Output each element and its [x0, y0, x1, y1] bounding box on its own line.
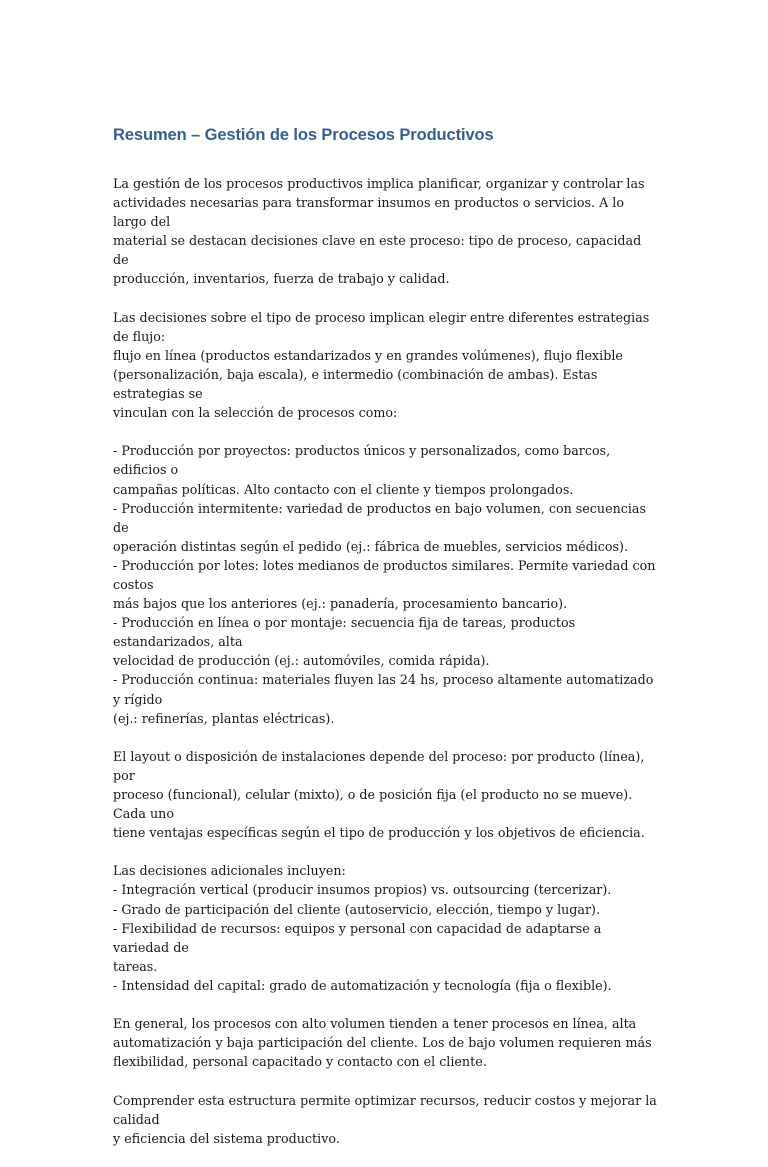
- text-line: material se destacan decisiones clave en este proceso: tipo de proceso, capacidad de: [113, 233, 642, 268]
- text-line: En general, los procesos con alto volumen tienden a tener procesos en línea, alta: [113, 1016, 637, 1032]
- list-item: - Producción intermitente: variedad de productos en bajo volumen, con secuencias de: [113, 500, 646, 535]
- text-line: flexibilidad, personal capacitado y contacto con el cliente.: [113, 1054, 487, 1070]
- paragraph-conclusion: [113, 1091, 658, 1148]
- list-item: más bajos que los anteriores (ej.: panadería, procesamiento bancario).: [113, 596, 568, 612]
- list-item: velocidad de producción (ej.: automóviles, comida rápida).: [113, 653, 490, 669]
- list-item: - Producción por lotes: lotes medianos de productos similares. Permite variedad con costos: [113, 557, 656, 592]
- paragraph-process-types: [113, 308, 658, 423]
- text-line: Las decisiones sobre el tipo de proceso implican elegir entre diferentes estrategias de flujo:: [113, 309, 650, 344]
- text-line: automatización y baja participación del cliente. Los de bajo volumen requieren más: [113, 1035, 652, 1051]
- text-line: producción, inventarios, fuerza de trabajo y calidad.: [113, 271, 450, 287]
- text-line: (personalización, baja escala), e intermedio (combinación de ambas). Estas estrategias se: [113, 366, 598, 402]
- list-item: - Flexibilidad de recursos: equipos y personal con capacidad de adaptarse a variedad de: [113, 920, 602, 955]
- list-item: campañas políticas. Alto contacto con el cliente y tiempos prolongados.: [113, 481, 574, 497]
- document-title: Resumen – Gestión de los Procesos Productivos: [113, 126, 494, 144]
- text-line: tiene ventajas específicas según el tipo de producción y los objetivos de eficiencia.: [113, 825, 645, 841]
- list-item: - Producción por proyectos: productos únicos y personalizados, como barcos, edificios o: [113, 443, 611, 478]
- list-item: - Integración vertical (producir insumos propios) vs. outsourcing (tercerizar).: [113, 882, 612, 898]
- document-page: [113, 122, 658, 1167]
- paragraph-production-list: [113, 441, 658, 727]
- list-item: tareas.: [113, 958, 158, 974]
- paragraph-layout: [113, 747, 658, 842]
- paragraph-general: [113, 1014, 658, 1071]
- text-line: La gestión de los procesos productivos implica planificar, organizar y controlar las: [113, 176, 645, 191]
- text-line: Las decisiones adicionales incluyen:: [113, 863, 346, 879]
- text-line: Comprender esta estructura permite optimizar recursos, reducir costos y mejorar la calidad: [113, 1092, 657, 1127]
- list-item: - Producción en línea o por montaje: secuencia fija de tareas, productos estandarizados, alta: [113, 615, 576, 650]
- text-line: y eficiencia del sistema productivo.: [113, 1130, 340, 1146]
- list-item: - Producción continua: materiales fluyen las 24 hs, proceso altamente automatizado y rígido: [113, 672, 654, 707]
- paragraph-additional-decisions: [113, 861, 658, 995]
- text-line: El layout o disposición de instalaciones depende del proceso: por producto (línea), por: [113, 748, 645, 783]
- text-line: flujo en línea (productos estandarizados y en grandes volúmenes), flujo flexible: [113, 347, 623, 363]
- text-line: actividades necesarias para transformar insumos en productos o servicios. A lo largo del: [113, 195, 624, 230]
- list-item: - Grado de participación del cliente (autoservicio, elección, tiempo y lugar).: [113, 901, 601, 917]
- text-line: vinculan con la selección de procesos como:: [113, 405, 398, 421]
- paragraph-intro: [113, 174, 658, 289]
- list-item: operación distintas según el pedido (ej.: fábrica de muebles, servicios médicos).: [113, 538, 629, 554]
- text-line: proceso (funcional), celular (mixto), o de posición fija (el producto no se mueve). Cada uno: [113, 787, 633, 822]
- list-item: (ej.: refinerías, plantas eléctricas).: [113, 710, 335, 726]
- list-item: - Intensidad del capital: grado de automatización y tecnología (fija o flexible).: [113, 977, 612, 993]
